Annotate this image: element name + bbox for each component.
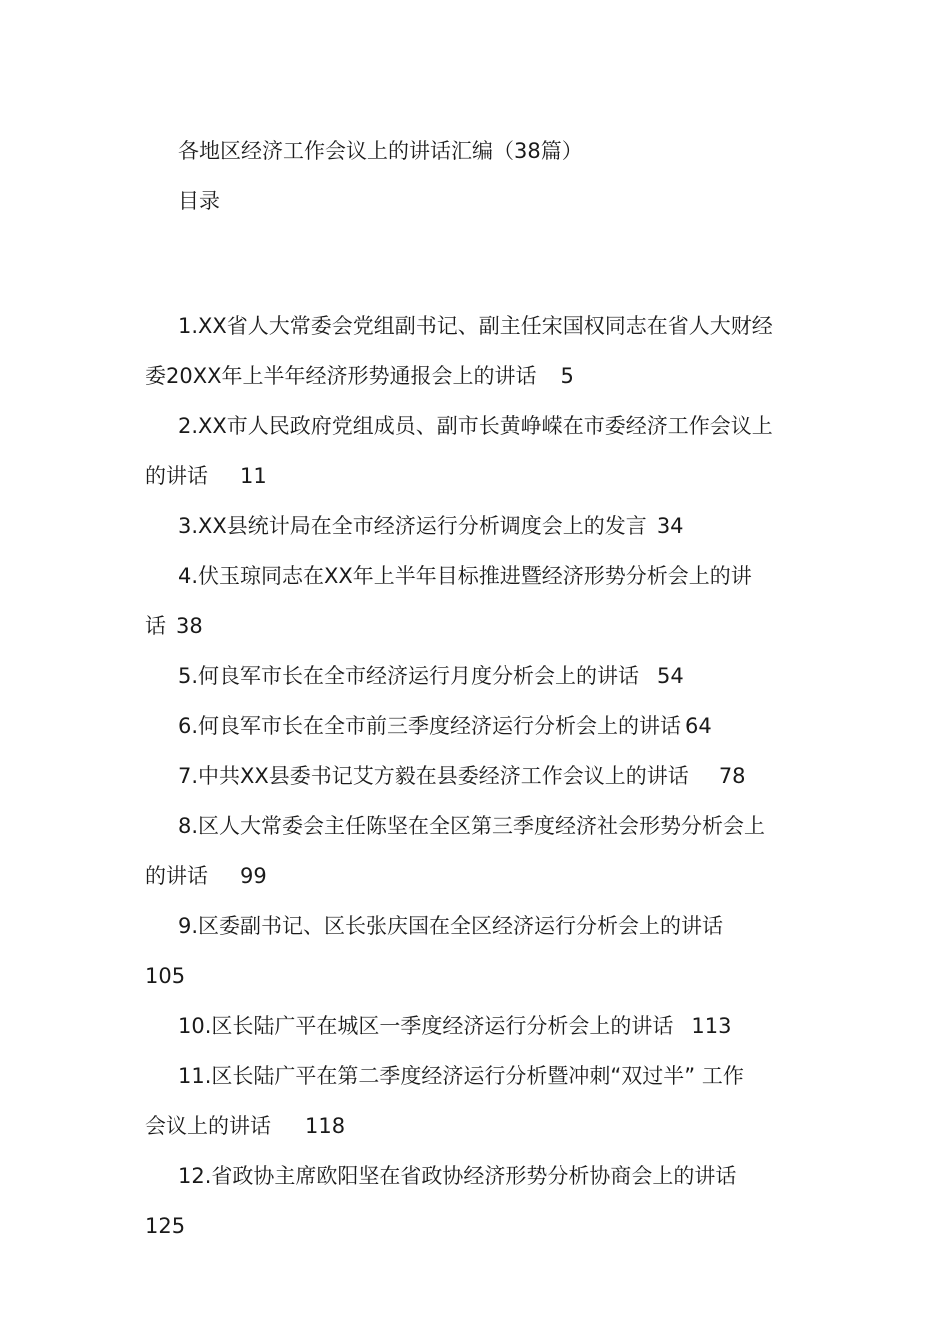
toc-entry-continuation <box>145 351 807 401</box>
toc-entry-text: 11.区长陆广平在第二季度经济运行分析暨冲刺“双过半” 工作 <box>178 1064 744 1088</box>
toc-page-number: 5 <box>560 364 574 388</box>
table-of-contents <box>145 301 807 1251</box>
toc-entry-continuation <box>145 1101 807 1151</box>
toc-entry-title <box>145 401 807 451</box>
spacer <box>145 226 807 301</box>
toc-page-number: 113 <box>691 1014 732 1038</box>
toc-entry[interactable] <box>145 501 807 551</box>
toc-entry[interactable] <box>145 551 807 651</box>
toc-page-number: 105 <box>145 964 186 988</box>
toc-page-number: 125 <box>145 1214 186 1238</box>
toc-page-number: 64 <box>685 714 712 738</box>
toc-entry-title <box>145 801 807 851</box>
toc-page-number: 38 <box>176 614 203 638</box>
toc-entry[interactable] <box>145 401 807 501</box>
document-title: 各地区经济工作会议上的讲话汇编（38篇） <box>178 139 583 163</box>
toc-entry-title <box>145 551 807 601</box>
toc-entry[interactable] <box>145 901 807 1001</box>
toc-entry[interactable] <box>145 1151 807 1251</box>
toc-entry-text: 会议上的讲话 <box>145 1114 271 1138</box>
toc-entry-text: 12.省政协主席欧阳坚在省政协经济形势分析协商会上的讲话 <box>178 1164 737 1188</box>
toc-entry-title <box>145 301 807 351</box>
toc-entry-title <box>145 1051 807 1101</box>
toc-entry[interactable] <box>145 1001 807 1051</box>
toc-entry-text: 6.何良军市长在全市前三季度经济运行分析会上的讲话 <box>178 714 682 738</box>
toc-page-number: 99 <box>240 864 267 888</box>
toc-entry[interactable] <box>145 701 807 751</box>
toc-entry[interactable] <box>145 1051 807 1151</box>
toc-page-number: 54 <box>657 664 684 688</box>
toc-heading: 目录 <box>178 189 220 213</box>
toc-entry-title <box>145 751 807 801</box>
toc-page-number: 78 <box>718 764 746 788</box>
toc-entry-title <box>145 1001 807 1051</box>
toc-entry-text: 委20XX年上半年经济形势通报会上的讲话 <box>145 364 537 388</box>
toc-page-number: 34 <box>656 514 684 538</box>
toc-entry-title <box>145 901 807 951</box>
toc-page-number: 11 <box>240 464 267 488</box>
toc-entry-continuation <box>145 1201 807 1251</box>
toc-entry-continuation <box>145 951 807 1001</box>
toc-entry-text: 10.区长陆广平在城区一季度经济运行分析会上的讲话 <box>178 1014 674 1038</box>
toc-entry-text: 7.中共XX县委书记艾方毅在县委经济工作会议上的讲话 <box>178 764 689 788</box>
document-content <box>145 126 807 1251</box>
toc-entry[interactable] <box>145 301 807 401</box>
toc-entry-title <box>145 501 807 551</box>
toc-entry-title <box>145 651 807 701</box>
toc-entry-continuation <box>145 851 807 901</box>
toc-entry-text: 5.何良军市长在全市经济运行月度分析会上的讲话 <box>178 664 640 688</box>
toc-entry-text: 3.XX县统计局在全市经济运行分析调度会上的发言 <box>178 514 647 538</box>
toc-entry-text: 话 <box>145 614 166 638</box>
toc-entry[interactable] <box>145 751 807 801</box>
toc-entry-text: 1.XX省人大常委会党组副书记、副主任宋国权同志在省人大财经 <box>178 314 773 338</box>
toc-entry-text: 的讲话 <box>145 464 208 488</box>
toc-entry-continuation <box>145 451 807 501</box>
toc-entry[interactable] <box>145 801 807 901</box>
toc-entry-text: 9.区委副书记、区长张庆国在全区经济运行分析会上的讲话 <box>178 914 724 938</box>
toc-entry[interactable] <box>145 651 807 701</box>
toc-entry-text: 的讲话 <box>145 864 208 888</box>
toc-entry-text: 8.区人大常委会主任陈坚在全区第三季度经济社会形势分析会上 <box>178 814 766 838</box>
toc-entry-continuation <box>145 601 807 651</box>
toc-page-number: 118 <box>305 1114 346 1138</box>
toc-entry-title <box>145 701 807 751</box>
toc-entry-text: 2.XX市人民政府党组成员、副市长黄峥嵘在市委经济工作会议上 <box>178 414 773 438</box>
toc-entry-text: 4.伏玉琼同志在XX年上半年目标推进暨经济形势分析会上的讲 <box>178 564 752 588</box>
toc-entry-title <box>145 1151 807 1201</box>
